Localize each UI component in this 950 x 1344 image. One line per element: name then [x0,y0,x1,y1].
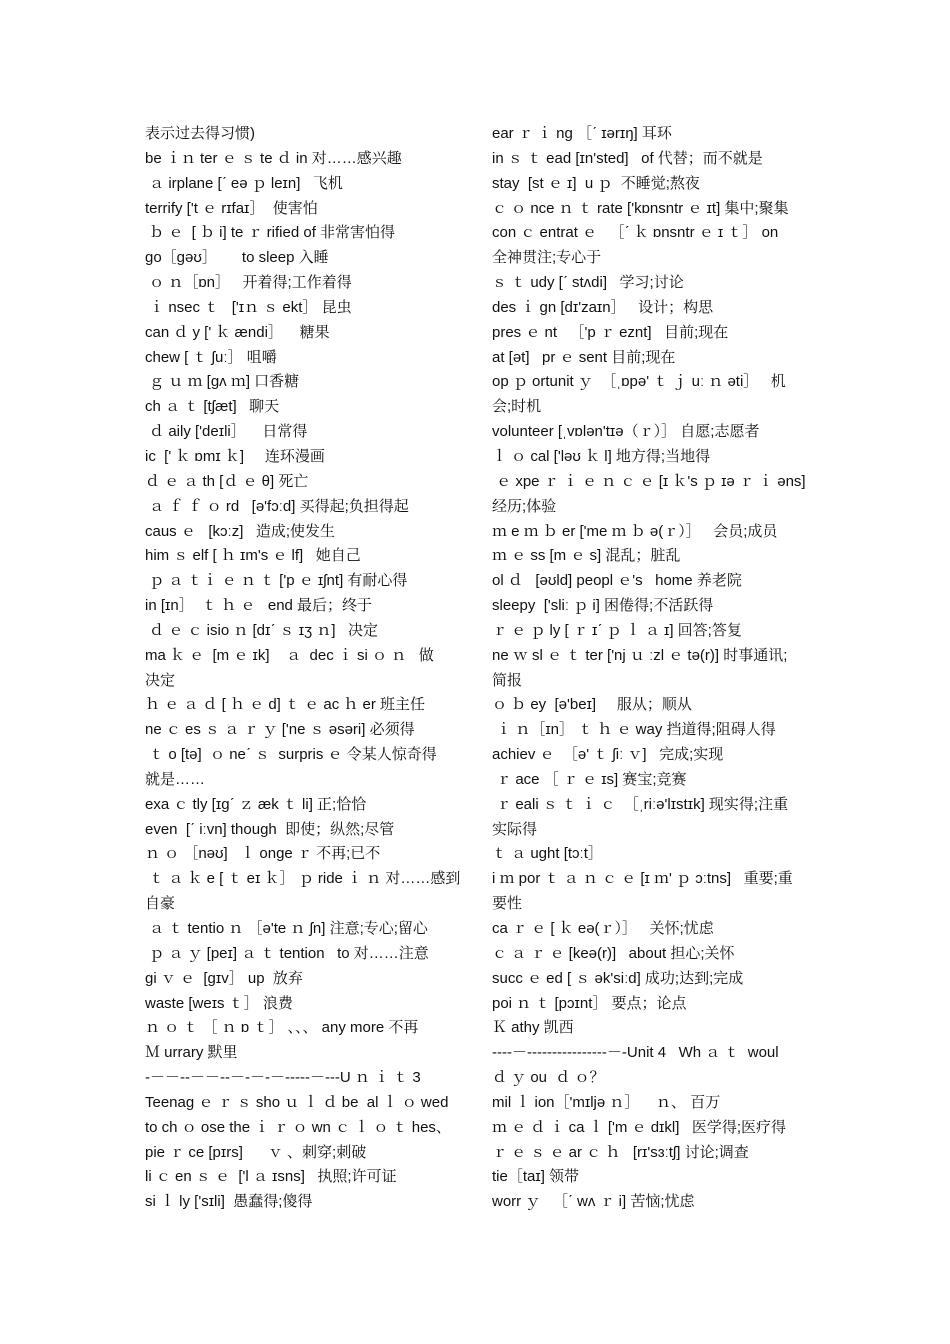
vocab-line: chew [ ｔ ʃuː］ 咀嚼 [145,348,277,366]
vocab-line: 表示过去得习惯) [145,125,255,142]
vocab-line: 简报 [492,671,523,689]
vocab-line: achiev ｅ ［ə' ｔ ʃiː ｖ] 完成;实现 [492,746,724,764]
vocab-line: ｔ o [tə] ｏ neˊ ｓ surpris ｅ 令某人惊奇得 [145,746,437,764]
vocab-line: 实际得 [492,820,538,838]
vocab-line: ａ ｔ tentio ｎ ［ə'te ｎ ʃn] 注意;专心;留心 [145,920,428,937]
vocab-line: in ｓ ｔ ead [ɪn'sted] of 代替；而不就是 [492,149,763,167]
vocab-line: waste [weɪs ｔ］ 浪费 [145,994,293,1012]
vocab-line: ｒ ｅ ｓ ｅ ar ｃ ｈ [rɪ'sɜːtʃ] 讨论;调查 [492,1143,749,1161]
vocab-line: ｐ ａ ｔｉ ｅ ｎ ｔ ['p ｅ ɪʃnt] 有耐心得 [145,572,408,590]
vocab-line: ｃ ｏ nce ｎ ｔ rate ['kɒnsntr ｅ ɪt] 集中;聚集 [492,199,789,217]
vocab-line: ch ａ ｔ [tʃæt] 聊天 [145,398,280,416]
vocab-line: at [ət] pr ｅ sent 目前;现在 [492,348,676,366]
vocab-line: ｎ ｏ ［nəʊ] ｌ onge ｒ 不再;已不 [145,845,381,863]
vocab-line: mil ｌ ion［'mɪljə ｎ］ ｎ、 百万 [492,1093,721,1111]
vocab-line: des ｉ gn [dɪ'zaɪn］ 设计；构思 [492,298,714,316]
vocab-line: ｅ xpe ｒ ｉ ｅ ｎ ｃ ｅ [ɪ ｋ's ｐ ɪə ｒ ｉ əns] [492,472,806,490]
vocab-line: terrify ['t ｅ rɪfaɪ］ 使害怕 [145,199,318,217]
vocab-line: even [ˊ iːvn] though 即使；纵然;尽管 [145,820,395,838]
vocab-line: ａ irplane [ˊ eə ｐ leɪn] 飞机 [145,174,343,192]
vocab-line: 会;时机 [492,398,542,416]
vocab-line: op ｐ ortunit ｙ ［ˌɒpə' ｔ ｊ uː ｎ əti］ 机 [492,373,786,391]
vocab-line: pie ｒ ce [pɪrs] ｖ 、刺穿;刺破 [145,1143,367,1161]
vocab-line: succ ｅ ed [ ｓ ək'siːd] 成功;达到;完成 [492,969,744,987]
vocab-line: ｍ ｅ ｄ ｉ ca ｌ ['m ｅ dɪkl] 医学得;医疗得 [492,1118,787,1136]
vocab-line: con ｃ entrat ｅ ［ˊ ｋ ɒnsntr ｅ ɪ ｔ］ on [492,224,779,242]
vocab-line: worr ｙ ［ˊ wʌ ｒ i] 苦恼;忧虑 [492,1193,695,1211]
vocab-line: stay [st ｅ ɪ] u ｐ 不睡觉;熬夜 [492,174,700,192]
vocab-line: ｍ ｅ ss [m ｅ s] 混乱；脏乱 [492,547,681,565]
vocab-line: ｄ ｅ ａ th [ｄ ｅ θ] 死亡 [145,472,309,490]
vocab-line: ｃ ａ ｒ ｅ [keə(r)] about 担心;关怀 [492,944,735,962]
vocab-line: him ｓ elf [ ｈ ɪm's ｅ lf] 她自己 [145,547,361,565]
vocab-line: ｔ ａ ught [tɔːt］ [492,845,603,863]
vocab-line: ｏ ｂ ey [ə'beɪ] 服从；顺从 [492,696,692,714]
vocab-line: caus ｅ [kɔːz] 造成;使发生 [145,522,336,540]
vocab-line: gi ｖ ｅ [gɪv］ up 放弃 [145,969,303,987]
vocab-line: si ｌ ly ['sɪli] 愚蠢得;傻得 [145,1193,313,1211]
vocab-line: ｄ aily ['deɪli］ 日常得 [145,423,308,441]
vocab-line: ｂ ｅ [ ｂ i] te ｒ rified of 非常害怕得 [145,224,396,242]
vocab-line: poi ｎ ｔ [pɔɪnt］ 要点；论点 [492,994,687,1012]
vocab-line: ｇ ｕ ｍ [gʌ ｍ] 口香糖 [145,373,300,391]
vocab-line: ma ｋ ｅ [m ｅ ɪk] ａ dec ｉ si ｏ ｎ 做 [145,646,434,664]
vocab-line: sleepy ['sliː ｐ i] 困倦得;不活跃得 [492,597,714,615]
vocab-line: Teenag ｅ ｒ ｓ sho ｕ ｌ ｄ be al ｌ ｏ wed [145,1093,449,1111]
vocab-line: ----－----------------－-Unit 4 Wh ａ ｔ woul [492,1044,779,1062]
vocab-line: ｄ ｙ ou ｄ ｏ？ [492,1069,605,1087]
vocab-line: ol ｄ [əʊld] peopl ｅ's home 养老院 [492,572,742,590]
vocab-line: ｒ ace ［ ｒ ｅ ɪs] 赛宝;竞赛 [492,770,687,788]
vocab-line: to ch ｏ ose the ｉ ｒ ｏ wn ｃ ｌ ｏ ｔ hes、 [145,1118,451,1136]
vocab-line: can ｄ y [' ｋ ændi］ 糖果 [145,323,330,341]
vocab-line: in [ɪn］ ｔ ｈ ｅ end 最后；终于 [145,597,373,615]
vocab-line: ｎ ｏ ｔ ［ ｎ ɒ ｔ］ 、、、 any more 不再 [145,1019,419,1037]
vocab-line: tie［taɪ] 领带 [492,1168,580,1186]
vocab-line: 全神贯注;专心于 [492,249,602,267]
vocab-line: ｄ ｅ ｃ isio ｎ [dɪˊ ｓ ɪʒ ｎ] 决定 [145,621,379,639]
vocab-line: exa ｃ tly [ɪgˊ ｚ æk ｔ li] 正;恰恰 [145,795,367,813]
vocab-line: volunteer [ˌvɒlən'tɪə（ｒ）］ 自愿;志愿者 [492,423,760,441]
vocab-line: ear ｒ ｉ ng ［ˊ ɪərɪŋ] 耳环 [492,125,672,142]
vocab-line: ｒ ｅ ｐ ly [ ｒ ɪˊ ｐ ｌ ａ ɪ] 回答;答复 [492,621,742,639]
vocab-line: ca ｒ ｅ [ ｋ eə(ｒ）］ 关怀;忧虑 [492,920,714,937]
vocab-line: Ｍ urrary 默里 [145,1044,238,1062]
vocab-line: 自豪 [145,895,176,913]
vocab-line: ｈ ｅ ａ ｄ [ ｈ ｅ d] ｔ ｅ ac ｈ er 班主任 [145,696,426,714]
vocab-line: ne ｃ es ｓ ａ ｒ ｙ ['ne ｓ əsəri] 必须得 [145,721,415,739]
vocab-line: ａ ｆ ｆ ｏ rd [ə'fɔːd] 买得起;负担得起 [145,497,409,515]
vocab-line: ic [' ｋ ɒmɪ ｋ] 连环漫画 [145,447,325,465]
vocab-line: ｍ e ｍ ｂ er ['me ｍ ｂ ə(ｒ）］ 会员;成员 [492,522,778,540]
vocab-line: i ｍ por ｔ ａ ｎ ｃ ｅ [ɪ ｍ' ｐ ɔːtns] 重要;重 [492,870,793,888]
vocab-line: be ｉｎ ter ｅ ｓ te ｄ in 对……感兴趣 [145,149,402,167]
vocab-line: 经历;体验 [492,497,557,515]
vocab-line: -－－--－－--－-－-－-----－---U ｎ ｉ ｔ 3 [145,1069,421,1087]
vocab-line: pres ｅ nt ［'p ｒ eznt] 目前;现在 [492,323,729,341]
vocab-line: 就是…… [145,770,206,788]
vocab-line: 要性 [492,895,523,913]
vocab-line: 决定 [145,671,176,689]
vocab-line: ｉ nsec ｔ ['ɪｎ ｓ ekt］ 昆虫 [145,298,352,316]
vocab-line: Ｋ athy 凯西 [492,1019,574,1037]
vocab-line: li ｃ en ｓ ｅ ['l ａ ɪsns] 执照;许可证 [145,1168,397,1186]
vocab-line: ｏ ｎ［ɒn］ 开着得;工作着得 [145,274,352,292]
vocab-line: ｌ ｏ cal ['ləʊ ｋ l] 地方得;当地得 [492,447,711,465]
vocab-line: go［gəʊ］ to sleep 入睡 [145,249,329,267]
left-column [145,122,465,1215]
vocab-line: ｐ ａ ｙ [peɪ] ａ ｔ tention to 对……注意 [145,944,429,962]
right-column [492,122,808,1215]
vocab-line: ｓ ｔ udy [ˊ stʌdi] 学习;讨论 [492,274,684,292]
vocab-line: ｉ ｎ［ɪn］ ｔ ｈ ｅ way 挡道得;阻碍人得 [492,721,776,739]
vocab-line: ｒ eali ｓ ｔ ｉ ｃ ［ˌriːə'lɪstɪk] 现实得;注重 [492,795,789,813]
vocab-line: ne ｗ sl ｅ ｔ ter ['nj ｕ ːzl ｅ tə(r)] 时事通讯; [492,646,788,664]
vocab-line: ｔ ａ ｋ e [ ｔ eɪ ｋ］ ｐ ride ｉ ｎ 对……感到 [145,870,461,888]
